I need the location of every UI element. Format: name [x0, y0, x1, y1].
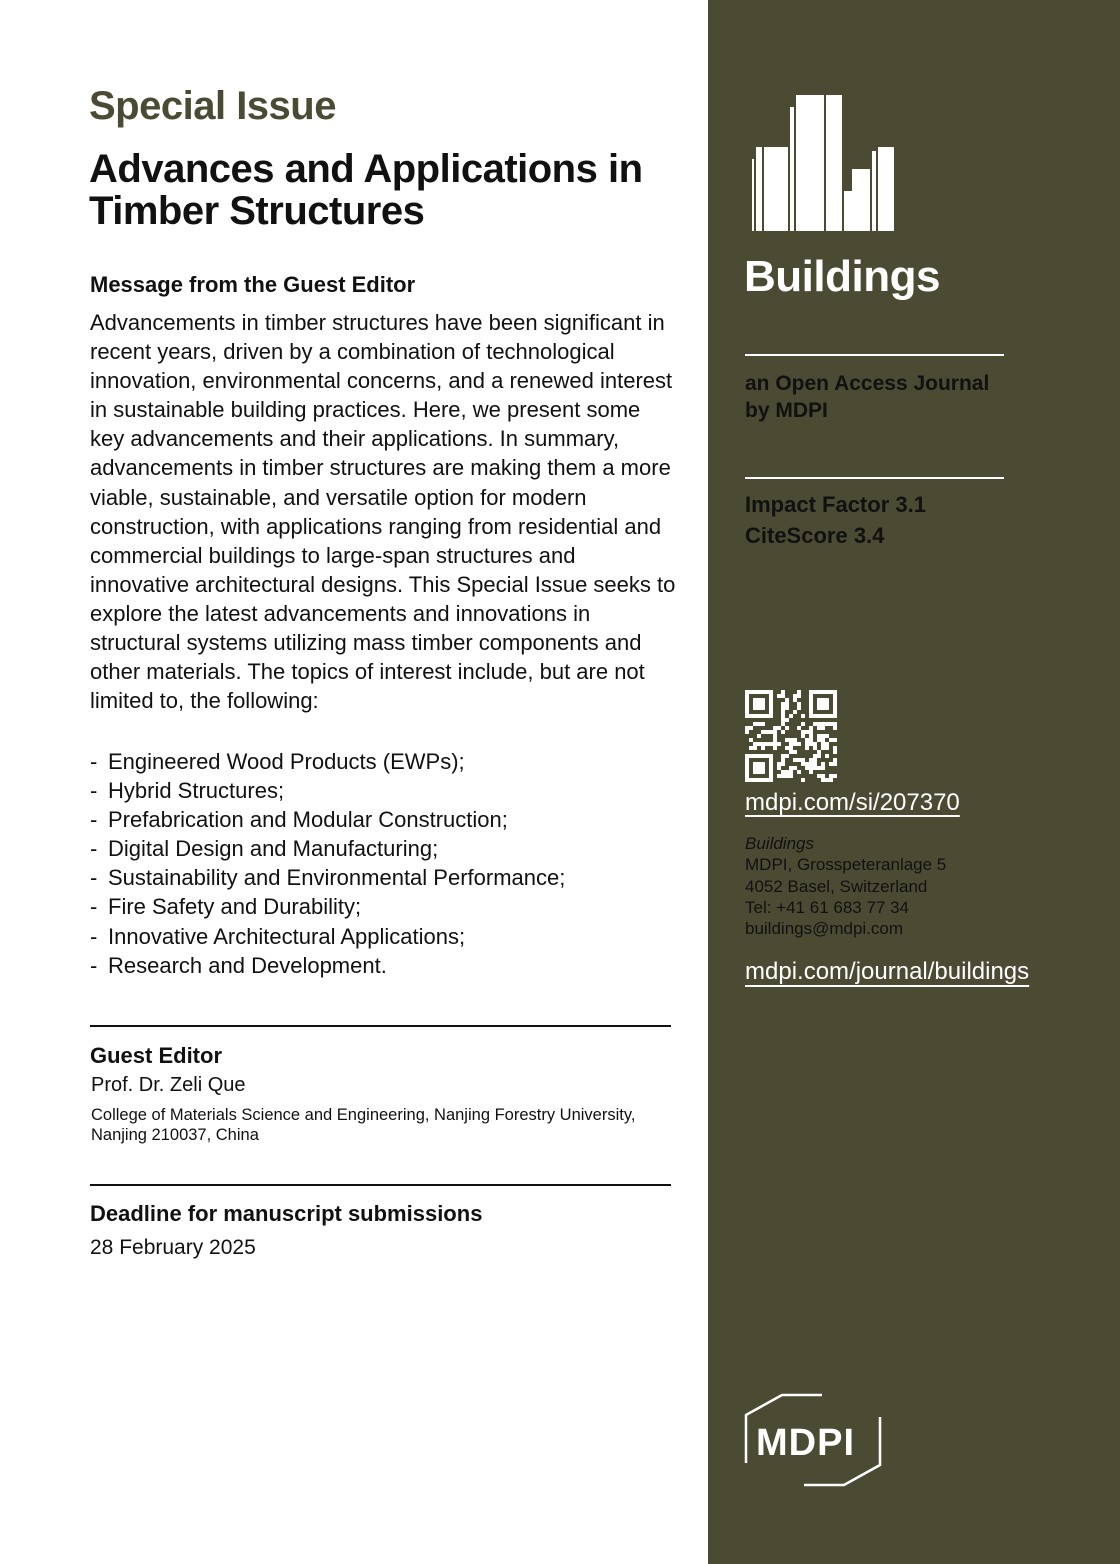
qr-code-icon: [745, 690, 837, 782]
topic-item: [90, 951, 680, 980]
divider: [90, 1184, 671, 1186]
guest-editor-heading: Guest Editor: [90, 1043, 223, 1068]
topic-text: Prefabrication and Modular Construction;: [108, 807, 508, 833]
deadline-date: 28 February 2025: [90, 1236, 256, 1259]
topic-text: Innovative Architectural Applications;: [108, 923, 466, 949]
bullet-dash: -: [90, 865, 98, 891]
bullet-dash: -: [90, 778, 98, 804]
topic-item: [90, 776, 680, 805]
address-journal: Buildings: [745, 834, 814, 853]
topics-list: [90, 747, 680, 980]
address-line: MDPI, Grosspeteranlage 5: [745, 855, 947, 875]
topic-item: [90, 805, 680, 834]
publisher-address: [745, 833, 1045, 939]
topic-text: Hybrid Structures;: [108, 778, 285, 804]
topic-text: Digital Design and Manufacturing;: [108, 836, 439, 862]
topic-text: Sustainability and Environmental Performance;: [108, 865, 566, 891]
special-issue-label: Special Issue: [89, 84, 336, 128]
bullet-dash: -: [90, 952, 98, 978]
topic-text: Research and Development.: [108, 952, 387, 978]
bullet-dash: -: [90, 836, 98, 862]
page-title: Advances and Applications in Timber Structures: [89, 147, 643, 233]
buildings-bars-logo: [752, 95, 894, 231]
impact-factor: Impact Factor 3.1: [745, 492, 926, 517]
guest-editor-affiliation: College of Materials Science and Engineering, Nanjing Forestry University, Nanjing 210037, China: [91, 1106, 636, 1144]
topic-item: [90, 834, 680, 863]
special-issue-link[interactable]: mdpi.com/si/207370: [745, 789, 960, 816]
topic-item: [90, 863, 680, 892]
guest-editor-name: Prof. Dr. Zeli Que: [91, 1074, 246, 1096]
sidebar-divider: [745, 477, 1004, 479]
divider: [90, 1025, 671, 1027]
bullet-dash: -: [90, 749, 98, 774]
message-body: Advancements in timber structures have been significant in recent years, driven by a combination of technological innovation, environmental concerns, and a renewed interest in sustainable building practices. Here, we present some key advancements and their applications. In summary, advancements in timber structures are making them a more viable, sustainable, and versatile option for modern construction, with applications ranging from residential and commercial buildings to large-span structures and innovative architectural designs. This Special Issue seeks to explore the latest advancements and innovations in structural systems utilizing mass timber components and other materials. The topics of interest include, but are not limited to, the following:: [90, 310, 676, 714]
address-line: 4052 Basel, Switzerland: [745, 876, 928, 896]
journal-name: Buildings: [744, 252, 940, 301]
topic-item: [90, 747, 680, 776]
topic-text: Engineered Wood Products (EWPs);: [108, 749, 465, 774]
deadline-heading: Deadline for manuscript submissions: [90, 1201, 483, 1226]
message-heading: Message from the Guest Editor: [90, 272, 416, 297]
bullet-dash: -: [90, 894, 98, 920]
topic-text: Fire Safety and Durability;: [108, 894, 362, 920]
address-tel: Tel: +41 61 683 77 34: [745, 897, 909, 917]
journal-link[interactable]: mdpi.com/journal/buildings: [745, 958, 1030, 985]
topic-item: [90, 892, 680, 921]
mdpi-hexagon-logo: [744, 1393, 882, 1487]
mdpi-logo-text: MDPI: [756, 1422, 855, 1464]
bullet-dash: -: [90, 923, 98, 949]
journal-tagline: an Open Access Journal by MDPI: [745, 372, 990, 422]
bullet-dash: -: [90, 807, 98, 833]
sidebar-divider: [745, 354, 1004, 356]
citescore: CiteScore 3.4: [745, 523, 885, 548]
address-email[interactable]: buildings@mdpi.com: [745, 919, 904, 939]
topic-item: [90, 922, 680, 951]
journal-sidebar: [708, 0, 1120, 1564]
